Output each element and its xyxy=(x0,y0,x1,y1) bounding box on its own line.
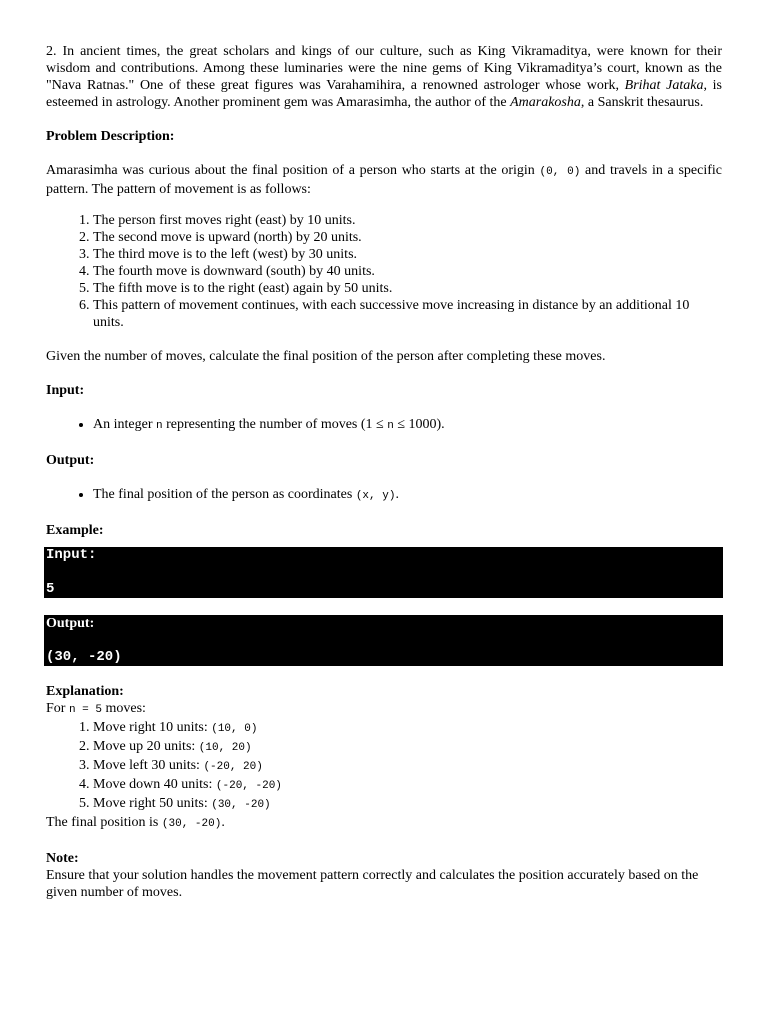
list-item: 6. This pattern of movement continues, with each successive move increasing in distance by an additional 10 units. xyxy=(93,297,722,331)
document-page xyxy=(46,43,722,901)
list-item: 2. Move up 20 units: (10, 20) xyxy=(93,738,722,757)
input-text-2: representing the number of moves (1 ≤ xyxy=(162,417,388,432)
brihat-jataka-title: Brihat Jataka xyxy=(624,78,704,93)
list-item: 5. Move right 50 units: (30, -20) xyxy=(93,795,722,814)
amarakosha-title: Amarakosha xyxy=(510,95,581,110)
output-list xyxy=(46,486,722,505)
intro-text-3: , a Sanskrit thesaurus. xyxy=(580,95,704,110)
list-item xyxy=(93,486,722,505)
final-position-statement xyxy=(46,814,722,833)
list-item xyxy=(93,416,722,435)
output-heading: Output: xyxy=(46,453,95,468)
final-pos-code: (30, -20) xyxy=(161,818,222,830)
list-item: 1. The person first moves right (east) by 10 units. xyxy=(93,212,722,229)
xy-code: (x, y) xyxy=(355,490,396,502)
problem-desc-text-2: and travels in a specific pattern. The pattern of movement is as follows: xyxy=(46,163,722,197)
final-text-2: . xyxy=(221,815,225,830)
input-text-1: An integer xyxy=(93,417,156,432)
note-text: Ensure that your solution handles the movement pattern correctly and calculates the position accurately based on the given number of moves. xyxy=(46,868,699,900)
list-item: 2. The second move is upward (north) by 20 units. xyxy=(93,229,722,246)
list-item: 4. The fourth move is downward (south) by 40 units. xyxy=(93,263,722,280)
output-text-1: The final position of the person as coordinates xyxy=(93,487,356,502)
example-input-value: 5 xyxy=(46,581,55,597)
list-item: 5. The fifth move is to the right (east) again by 50 units. xyxy=(93,280,722,297)
output-text-2: . xyxy=(395,487,399,502)
example-output-value: (30, -20) xyxy=(46,649,122,665)
list-item: 3. Move left 30 units: (-20, 20) xyxy=(93,757,722,776)
input-text-3: ≤ 1000). xyxy=(393,417,445,432)
origin-code: (0, 0) xyxy=(539,166,581,178)
list-item: 3. The third move is to the left (west) by 30 units. xyxy=(93,246,722,263)
explanation-steps-list xyxy=(46,719,722,814)
input-list xyxy=(46,416,722,435)
explanation-text-2: moves: xyxy=(101,701,146,716)
n-equals-code: n = 5 xyxy=(68,704,102,716)
list-item: 4. Move down 40 units: (-20, -20) xyxy=(93,776,722,795)
example-input-block xyxy=(44,547,723,598)
explanation-text-1: For xyxy=(46,701,69,716)
problem-description xyxy=(46,162,722,198)
intro-text-1: 2. In ancient times, the great scholars and kings of our culture, such as King Vikramaditya, were known for their wisdom and contributions. Among these luminaries were the nine gems of King Vikramaditya’s court, known as the "Nava Ratnas." One of these great figures was Varahamihira, a renowned astrologer whose work, xyxy=(46,44,722,93)
problem-heading: Problem Description: xyxy=(46,129,175,144)
intro-paragraph xyxy=(46,43,722,111)
example-input-label: Input: xyxy=(46,547,97,563)
list-item: 1. Move right 10 units: (10, 0) xyxy=(93,719,722,738)
task-statement: Given the number of moves, calculate the final position of the person after completing these moves. xyxy=(46,349,606,364)
movement-pattern-list xyxy=(46,212,722,331)
explanation-intro xyxy=(46,700,722,719)
final-text-1: The final position is xyxy=(46,815,162,830)
example-heading: Example: xyxy=(46,523,104,538)
intro-text-2: , is esteemed in astrology. Another prominent gem was Amarasimha, the author of the xyxy=(46,78,722,110)
note-heading: Note: xyxy=(46,851,79,866)
explanation-heading: Explanation: xyxy=(46,684,124,699)
example-output-block xyxy=(44,615,723,666)
input-heading: Input: xyxy=(46,383,85,398)
problem-desc-text-1: Amarasimha was curious about the final position of a person who starts at the origin xyxy=(46,163,540,178)
n-code: n xyxy=(155,420,163,432)
example-output-label: Output: xyxy=(46,616,95,631)
n-code: n xyxy=(387,420,394,432)
